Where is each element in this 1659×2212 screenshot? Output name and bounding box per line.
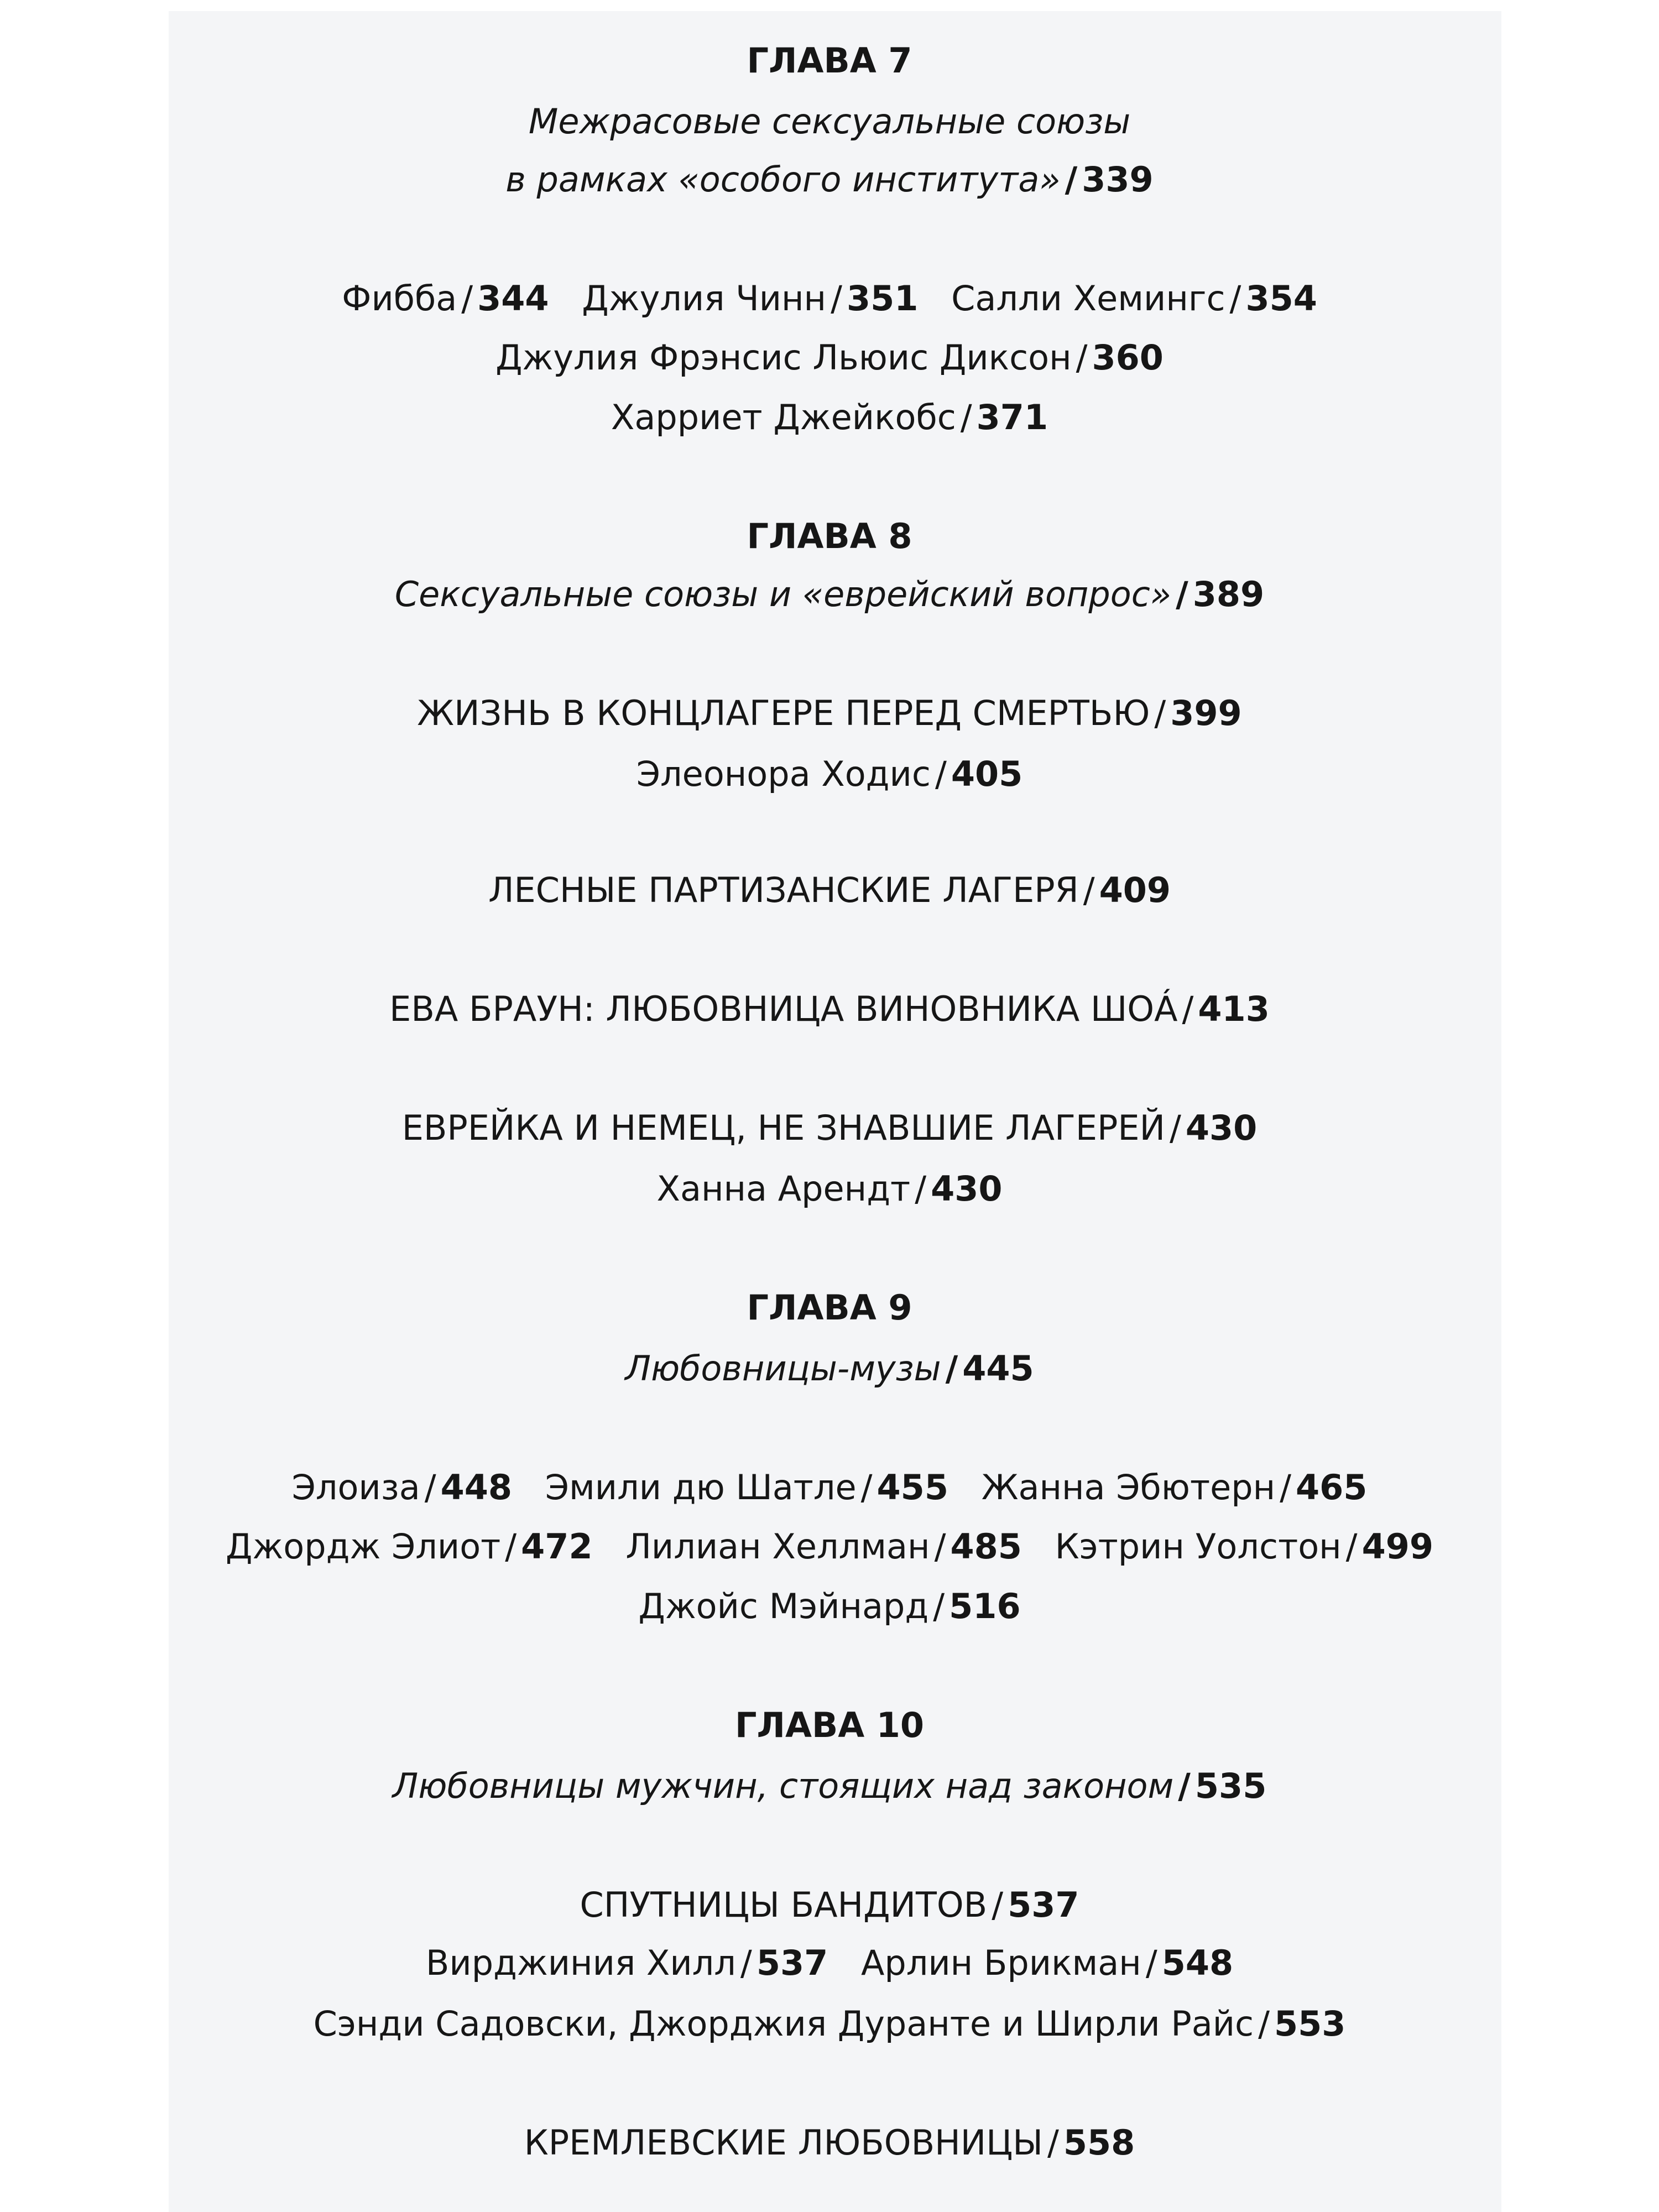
chapter-8-section-4: ЕВРЕЙКА И НЕМЕЦ, НЕ ЗНАВШИЕ ЛАГЕРЕЙ / 430 (401, 1108, 1258, 1148)
toc-entry: Лилиан Хеллман / 485 (625, 1526, 1022, 1567)
chapter-7-title-line1: Межрасовые сексуальные союзы (528, 101, 1131, 142)
chapter-9-title: Любовницы-музы / 445 (625, 1348, 1034, 1389)
toc-entry: Ханна Арендт / 430 (656, 1168, 1003, 1209)
chapter-7-entries-row1 (0, 276, 1659, 321)
chapter-9-entries-row3 (0, 1584, 1659, 1629)
toc-entry: Фибба / 344 (342, 278, 549, 319)
toc-entry: Вирджиния Хилл / 537 (425, 1943, 828, 1983)
toc-entry: Джойс Мэйнард / 516 (638, 1586, 1021, 1626)
chapter-10-title: Любовницы мужчин, стоящих над законом / 535 (392, 1766, 1267, 1806)
chapter-8-section-4-entries (0, 1167, 1659, 1211)
chapter-7-heading: ГЛАВА 7 (747, 40, 912, 81)
toc-entry: Эмили дю Шатле / 455 (545, 1467, 948, 1507)
toc-entry: Жанна Эбютерн / 465 (981, 1467, 1368, 1507)
page-number: 339 (1082, 159, 1154, 200)
chapter-8-section-1: ЖИЗНЬ В КОНЦЛАГЕРЕ ПЕРЕД СМЕРТЬЮ / 399 (417, 693, 1242, 733)
chapter-7-entries-row3 (0, 395, 1659, 440)
chapter-8-title: Сексуальные союзы и «еврейский вопрос» / 389 (394, 574, 1265, 614)
chapter-8-section-3: ЕВА БРАУН: ЛЮБОВНИЦА ВИНОВНИКА ШОÁ / 413 (389, 989, 1270, 1029)
chapter-10-section-1: СПУТНИЦЫ БАНДИТОВ / 537 (580, 1885, 1079, 1925)
toc-entry: Харриет Джейкобс / 371 (611, 397, 1048, 437)
toc-entry: Элоиза / 448 (291, 1467, 512, 1507)
toc-entry: Кэтрин Уолстон / 499 (1055, 1526, 1433, 1567)
chapter-8-section-1-entries (0, 752, 1659, 796)
toc-entry: Арлин Брикман / 548 (860, 1943, 1234, 1983)
toc-entry: Элеонора Ходис / 405 (636, 754, 1023, 794)
toc-entry: Джордж Элиот / 472 (226, 1526, 593, 1567)
chapter-8-heading: ГЛАВА 8 (747, 516, 912, 556)
chapter-10-section-2: КРЕМЛЕВСКИЕ ЛЮБОВНИЦЫ / 558 (524, 2122, 1135, 2163)
page-number: 389 (1192, 574, 1265, 614)
chapter-9-entries-row2 (0, 1525, 1659, 1569)
chapter-8-section-2: ЛЕСНЫЕ ПАРТИЗАНСКИЕ ЛАГЕРЯ / 409 (488, 870, 1171, 910)
chapter-7-title-line2: в рамках «особого института» / 339 (505, 159, 1154, 200)
toc-entry: Джулия Фрэнсис Льюис Диксон / 360 (495, 337, 1164, 378)
chapter-10-heading: ГЛАВА 10 (734, 1705, 925, 1745)
chapter-10-section-1-entries-row2 (0, 2002, 1659, 2046)
chapter-7-entries-row2 (0, 336, 1659, 380)
page-number: 535 (1194, 1766, 1267, 1806)
page-number: 445 (962, 1348, 1034, 1389)
chapter-9-heading: ГЛАВА 9 (747, 1287, 912, 1328)
toc-entry: Сэнди Садовски, Джорджия Дуранте и Ширли Райс / 553 (313, 2004, 1346, 2044)
toc-entry: Джулия Чинн / 351 (582, 278, 919, 319)
chapter-10-section-1-entries-row1 (0, 1941, 1659, 1985)
chapter-9-entries-row1 (0, 1465, 1659, 1510)
toc-entry: Салли Хемингс / 354 (951, 278, 1317, 319)
